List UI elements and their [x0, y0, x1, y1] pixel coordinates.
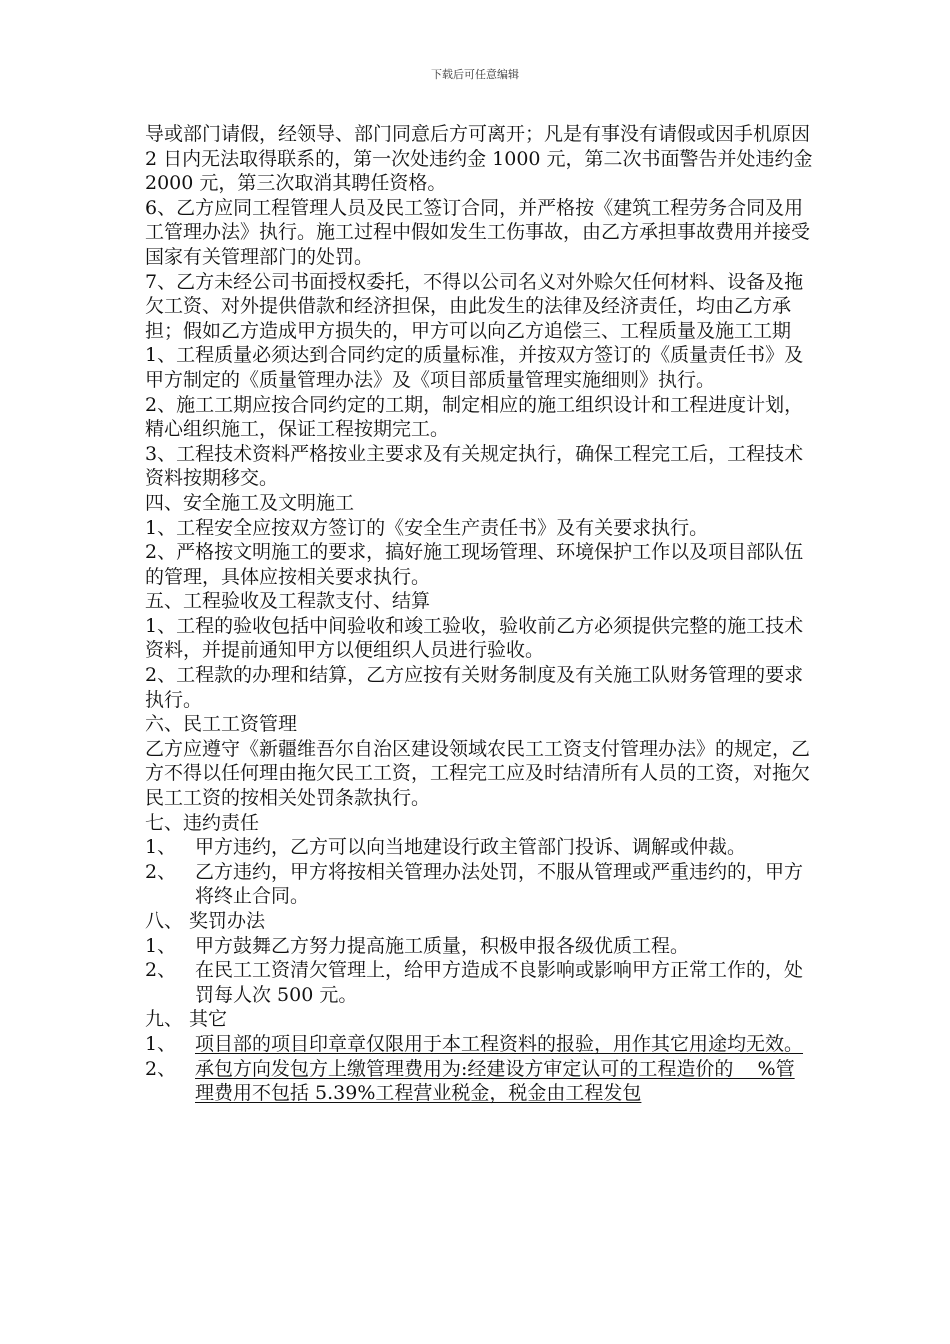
list-item-number: 2、 — [145, 860, 177, 883]
list-item-number: 2、 — [145, 959, 177, 982]
list-item-number: 1、 — [145, 836, 177, 859]
list-item-text: 乙方违约，甲方将按相关管理办法处罚，不服从管理或严重违约的，甲方将终止合同。 — [195, 860, 804, 908]
section-heading: 四、安全施工及文明施工 — [145, 491, 355, 514]
list-item — [145, 860, 813, 909]
paragraph: 1、工程质量必须达到合同约定的质量标准，并按双方签订的《质量责任书》及甲方制定的《质量管理办法》及《项目部质量管理实施细则》执行。 — [145, 344, 804, 391]
section-heading: 五、工程验收及工程款支付、结算 — [145, 590, 431, 613]
section-heading: 七、违约责任 — [145, 811, 260, 834]
list-item-number: 1、 — [145, 934, 177, 957]
document-body — [145, 122, 813, 1106]
section-heading: 八、 奖罚办法 — [145, 910, 266, 932]
paragraph: 2、工程款的办理和结算，乙方应按有关财务制度及有关施工队财务管理的要求执行。 — [145, 664, 804, 711]
paragraph: 1、工程安全应按双方签订的《安全生产责任书》及有关要求执行。 — [145, 516, 709, 539]
list-item-text: 承包方向发包方上缴管理费用为:经建设方审定认可的工程造价的 %管理费用不包括 5.39%工程营业税金，税金由工程发包 — [195, 1057, 795, 1105]
paragraph: 7、乙方未经公司书面授权委托，不得以公司名义对外赊欠任何材料、设备及拖欠工资、对外提供借款和经济担保，由此发生的法律及经济责任，均由乙方承担；假如乙方造成甲方损失的，甲方可以向乙方追偿三、工程质量及施工工期 — [145, 270, 804, 342]
list-item — [145, 1032, 813, 1057]
list-item-text: 在民工工资清欠管理上，给甲方造成不良影响或影响甲方正常工作的，处罚每人次 500 元。 — [195, 959, 804, 1006]
list-item — [145, 958, 813, 1007]
list-item — [145, 934, 813, 959]
paragraph: 1、工程的验收包括中间验收和竣工验收，验收前乙方必须提供完整的施工技术资料，并提前通知甲方以便组织人员进行验收。 — [145, 614, 804, 662]
page-header: 下载后可任意编辑 — [431, 68, 519, 81]
list-item-text: 甲方违约，乙方可以向当地建设行政主管部门投诉、调解或仲裁。 — [195, 836, 747, 859]
paragraph: 2、施工工期应按合同约定的工期，制定相应的施工组织设计和工程进度计划，精心组织施工，保证工程按期完工。 — [145, 393, 804, 441]
list-item-number: 2、 — [145, 1057, 177, 1080]
section-heading: 九、 其它 — [145, 1008, 228, 1031]
list-item-text: 甲方鼓舞乙方努力提高施工质量，积极申报各级优质工程。 — [195, 934, 690, 957]
paragraph: 2、严格按文明施工的要求，搞好施工现场管理、环境保护工作以及项目部队伍的管理，具体应按相关要求执行。 — [145, 541, 804, 588]
list-item — [145, 1057, 813, 1106]
paragraph: 6、乙方应同工程管理人员及民工签订合同，并严格按《建筑工程劳务合同及用工管理办法》执行。施工过程中假如发生工伤事故，由乙方承担事故费用并接受国家有关管理部门的处罚。 — [145, 196, 811, 268]
paragraph: 3、工程技术资料严格按业主要求及有关规定执行，确保工程完工后，工程技术资料按期移交。 — [145, 442, 804, 490]
paragraph: 乙方应遵守《新疆维吾尔自治区建设领域农民工工资支付管理办法》的规定，乙方不得以任何理由拖欠民工工资，工程完工应及时结清所有人员的工资，对拖欠民工工资的按相关处罚条款执行。 — [145, 737, 811, 810]
section-heading: 六、民工工资管理 — [145, 713, 298, 736]
list-item-text: 项目部的项目印章章仅限用于本工程资料的报验，用作其它用途均无效。 — [195, 1032, 804, 1055]
list-item — [145, 835, 813, 860]
list-item-number: 1、 — [145, 1032, 177, 1055]
paragraph: 导或部门请假，经领导、部门同意后方可离开；凡是有事没有请假或因手机原因 2 日内无法取得联系的，第一次处违约金 1000 元，第二次书面警告并处违约金 2000 元，第三次取消其聘任资格。 — [145, 123, 813, 195]
